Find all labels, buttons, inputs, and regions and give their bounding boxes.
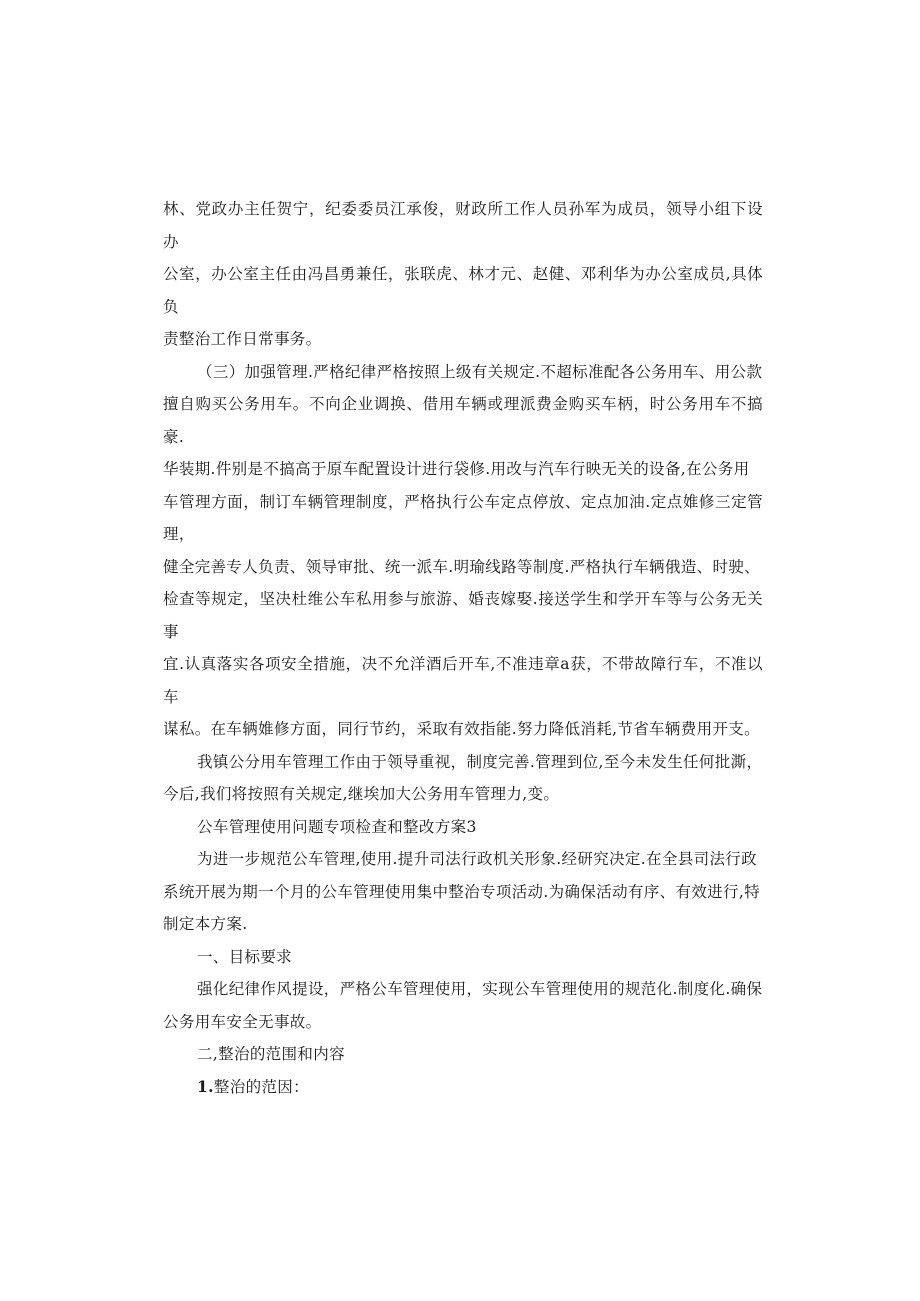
- paragraph-plan-intro: 为进一步规范公车管理,使用.提升司法行政机关形象.经研究决定.在全县司法行政 系统开展为期一个月的公车管理使用集中整治专项活动.为确保活动有序、有效进行,特 制定本方案.: [163, 850, 761, 933]
- document-page: [163, 193, 763, 1103]
- heading-goals: 一、目标要求: [197, 947, 293, 966]
- paragraph-goals: 强化纪律作风提设，严格公车管理使用，实现公车管理使用的规范化.制度化.确保 公务用车安全无事故。: [163, 980, 763, 1031]
- list-item-scope: [163, 1071, 763, 1104]
- paragraph-strengthen-management: （三）加强管理.严格纪律严格按照上级有关规定.不超标准配各公务用车、用公款 擅自购买公务用车。不向企业调换、借用车辆或理派费金购买车柄，时公务用车不搞豪. 华装期.件别是不搞高于原车配置设计进行袋修.用改与汽车行映无关的设备,在公务用 车管理方面，制订车辆管理制度，严格执行公车定点停放、定点加油.定点婎修三定管理， 健全完善专人负责、领导审批、统一派车.明瑜线路等制度.严格执行车辆俄造、时驶、 检查等规定，坚决杜维公车私用参与旅游、婚丧嫁娶.接送学生和学开车等与公务无关事 宜.认真落实各项安全措施，决不允洋酒后开车,不准违章a获，不带故障行车，不准以车 谋私。在车辆婎修方面，同行节约，采取有效指能.努力降低消耗,节省车辆费用开支。: [163, 362, 763, 738]
- list-item-text: 整治的范因：: [213, 1077, 309, 1096]
- heading-scope-content: 二,整治的范围和内容: [197, 1045, 345, 1063]
- list-item-number: 1.: [197, 1076, 214, 1096]
- paragraph-leading-group-members: 林、党政办主任贺宁，纪委委员江承俊，财政所工作人员孙军为成员，领导小组下设办 公室，办公室主任由冯昌勇兼任，张联虎、林才元、赵健、邓利华为办公室成员,具体负 责整治工作日常事务。: [163, 200, 763, 348]
- section-title-plan: 公车管理使用问题专项检查和整改方案3: [197, 817, 477, 836]
- paragraph-summary: 我镇公分用车管理工作由于领导重视，制度完善.管理到位,至今未发生任何批澌， 今后,我们将按照有关规定,继埃加大公务用车管理力,变。: [163, 752, 763, 803]
